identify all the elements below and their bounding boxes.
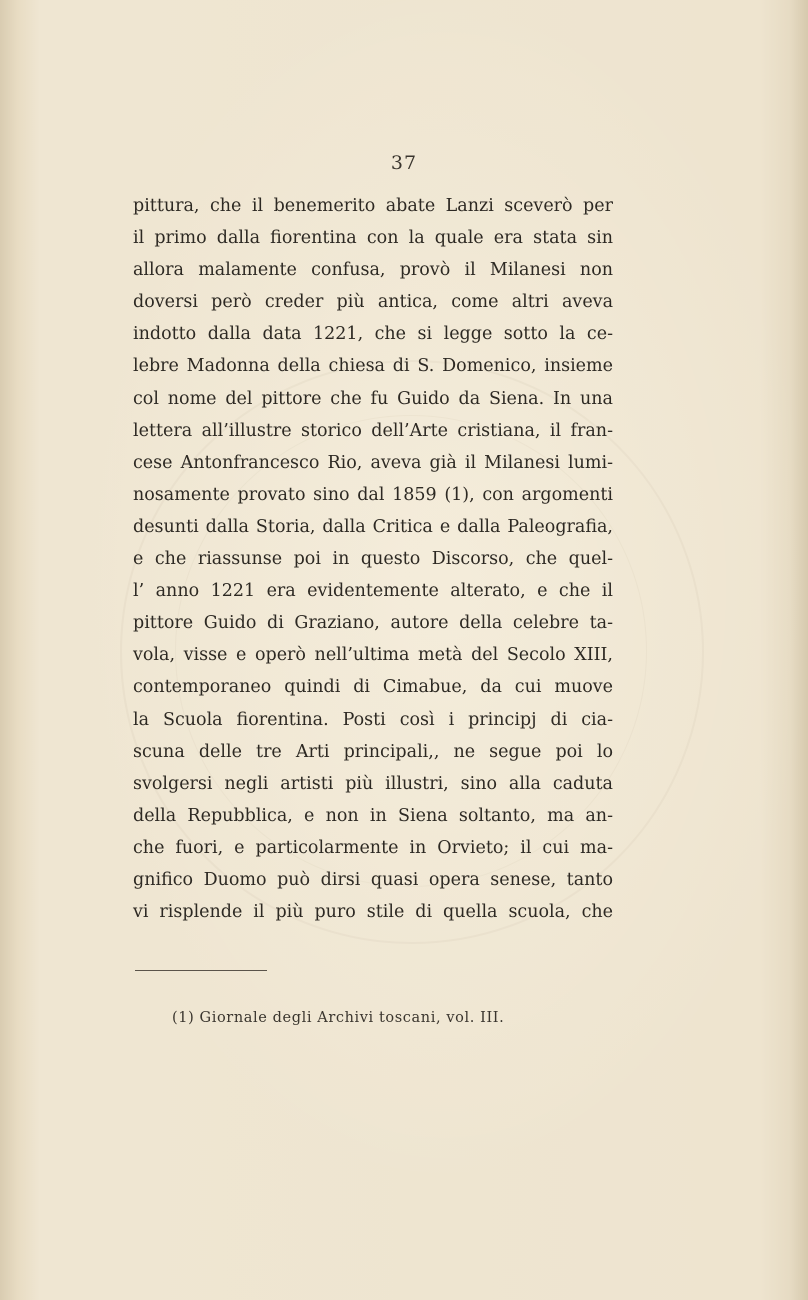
body-text	[133, 190, 613, 928]
text-line: gnifico Duomo può dirsi quasi opera senese, tanto	[133, 869, 613, 890]
text-line: allora malamente confusa, provò il Milanesi non	[133, 260, 613, 281]
text-line: lettera all’illustre storico dell’Arte cristiana, il fran-	[133, 420, 613, 441]
text-line: della Repubblica, e non in Siena soltanto, ma an-	[133, 805, 613, 826]
text-line: indotto dalla data 1221, che si legge sotto la ce-	[133, 324, 613, 345]
text-line: pittore Guido di Graziano, autore della celebre ta-	[133, 613, 613, 634]
text-line: scuna delle tre Arti principali,, ne segue poi lo	[133, 741, 613, 762]
text-line: cese Antonfrancesco Rio, aveva già il Milanesi lumi-	[133, 452, 613, 473]
footnote-separator	[135, 970, 267, 971]
footnote: (1) Giornale degli Archivi toscani, vol. III.	[172, 1010, 505, 1026]
text-line: col nome del pittore che fu Guido da Siena. In una	[133, 388, 613, 409]
text-line: nosamente provato sino dal 1859 (1), con argomenti	[133, 484, 613, 505]
text-line: l’ anno 1221 era evidentemente alterato, e che il	[133, 581, 613, 602]
text-line: e che riassunse poi in questo Discorso, che quel-	[133, 549, 613, 570]
text-line: vi risplende il più puro stile di quella scuola, che	[133, 902, 613, 923]
text-line: doversi però creder più antica, come altri aveva	[133, 292, 613, 313]
text-line: la Scuola fiorentina. Posti così i principj di cia-	[133, 709, 613, 730]
text-line: il primo dalla fiorentina con la quale era stata sin	[133, 228, 613, 249]
text-line: pittura, che il benemerito abate Lanzi sceverò per	[133, 196, 613, 216]
text-line: lebre Madonna della chiesa di S. Domenico, insieme	[133, 356, 613, 377]
text-line: che fuori, e particolarmente in Orvieto; il cui ma-	[133, 837, 613, 858]
text-line: contemporaneo quindi di Cimabue, da cui muove	[133, 677, 613, 698]
text-line: vola, visse e operò nell’ultima metà del Secolo XIII,	[133, 645, 613, 666]
text-line: desunti dalla Storia, dalla Critica e dalla Paleografia,	[133, 516, 613, 537]
page-number: 37	[390, 152, 418, 174]
text-line: svolgersi negli artisti più illustri, sino alla caduta	[133, 773, 613, 794]
